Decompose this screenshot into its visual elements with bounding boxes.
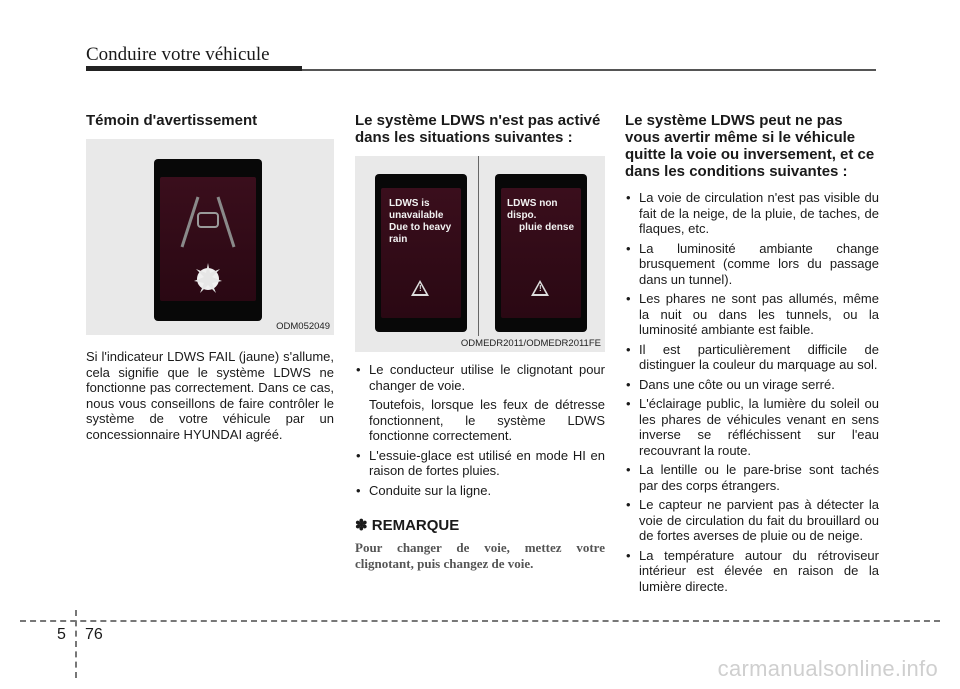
warning-triangle-icon: ! <box>411 280 429 296</box>
screen-line: unavailable <box>389 210 444 221</box>
figure-divider <box>478 156 479 336</box>
list-item-text: Le conducteur utilise le clignotant pour changer de voie. <box>369 362 605 393</box>
cluster-display-image <box>154 159 262 321</box>
list-item <box>355 362 605 444</box>
list-item <box>355 448 605 479</box>
header-rule-thick <box>86 66 302 71</box>
column-limitations <box>625 112 879 598</box>
list-item: • La température autour du rétroviseur intérieur est élevée en raison de la lumière directe. <box>625 548 879 595</box>
footer-rule <box>20 620 940 622</box>
list-item <box>355 483 605 499</box>
footer-divider <box>75 610 77 678</box>
list-item: • Le capteur ne parvient pas à détecter la voie de circulation du fait du brouillard ou de fortes averses de pluie ou de neige. <box>625 497 879 544</box>
screen-line: LDWS is <box>389 198 430 209</box>
list-item: • La voie de circulation n'est pas visible du fait de la neige, de la pluie, de taches, de flaques, etc. <box>625 190 879 237</box>
list-item: • La lentille ou le pare-brise sont tachés par des corps étrangers. <box>625 462 879 493</box>
figure-caption: ODMEDR2011/ODMEDR2011FE <box>460 338 601 349</box>
list-item: • La luminosité ambiante change brusquement (comme lors du passage dans un tunnel). <box>625 241 879 288</box>
note-heading: ✽ REMARQUE <box>355 517 460 534</box>
list-item: • L'éclairage public, la lumière du soleil ou les phares de véhicules venant en sens inverse se réfléchissent sur l'eau recouvrant la route. <box>625 396 879 458</box>
warning-triangle-icon: ! <box>531 280 549 296</box>
cluster-display-french <box>495 174 587 332</box>
list-item-text: L'essuie-glace est utilisé en mode HI en raison de fortes pluies. <box>369 447 605 478</box>
screen-line: pluie dense <box>519 222 575 233</box>
screen-line: LDWS non dispo. <box>507 198 558 221</box>
section-heading: Témoin d'avertissement <box>86 112 258 129</box>
not-activated-list <box>355 362 605 498</box>
figure-unavailable-messages <box>355 156 605 352</box>
cluster-display-english <box>375 174 467 332</box>
list-item: • Il est particulièrement difficile de distinguer la couleur du marquage au sol. <box>625 342 879 373</box>
chapter-number: 5 <box>57 626 66 643</box>
list-item-text: Conduite sur la ligne. <box>369 482 492 498</box>
note-body: Pour changer de voie, mettez votre clignotant, puis changez de voie. <box>355 540 605 571</box>
list-item: • Dans une côte ou un virage serré. <box>625 377 879 393</box>
figure-caption: ODM052049 <box>276 321 330 332</box>
column-not-activated <box>355 112 605 572</box>
section-heading: Le système LDWS peut ne pas vous avertir même si le véhicule quitte la voie ou inversement, et ce dans les conditions suivantes : <box>625 112 875 180</box>
list-item-subtext: Toutefois, lorsque les feux de détresse fonctionnent, le système LDWS fonctionne correctement. <box>369 397 605 443</box>
watermark: carmanualsonline.info <box>717 656 938 681</box>
column-warning-light <box>86 112 334 442</box>
list-item: • Les phares ne sont pas allumés, même la nuit ou dans les tunnels, ou la luminosité ambiante est faible. <box>625 291 879 338</box>
limitations-list <box>625 190 879 594</box>
lane-car-icon <box>160 177 256 301</box>
section-heading: Le système LDWS n'est pas activé dans les situations suivantes : <box>355 112 601 146</box>
page-number: 76 <box>85 626 103 643</box>
figure-warning-indicator <box>86 139 334 335</box>
screen-line: Due to heavy rain <box>389 222 452 245</box>
page-header-title: Conduire votre véhicule <box>86 44 270 65</box>
header-rule-thin <box>302 69 876 71</box>
warning-paragraph: Si l'indicateur LDWS FAIL (jaune) s'allume, cela signifie que le système LDWS ne fonctionne pas correctement. Dans ce cas, nous vous conseillons de faire contrôler le système de votre véhicule par un concessionnaire HYUNDAI agréé. <box>86 349 334 442</box>
